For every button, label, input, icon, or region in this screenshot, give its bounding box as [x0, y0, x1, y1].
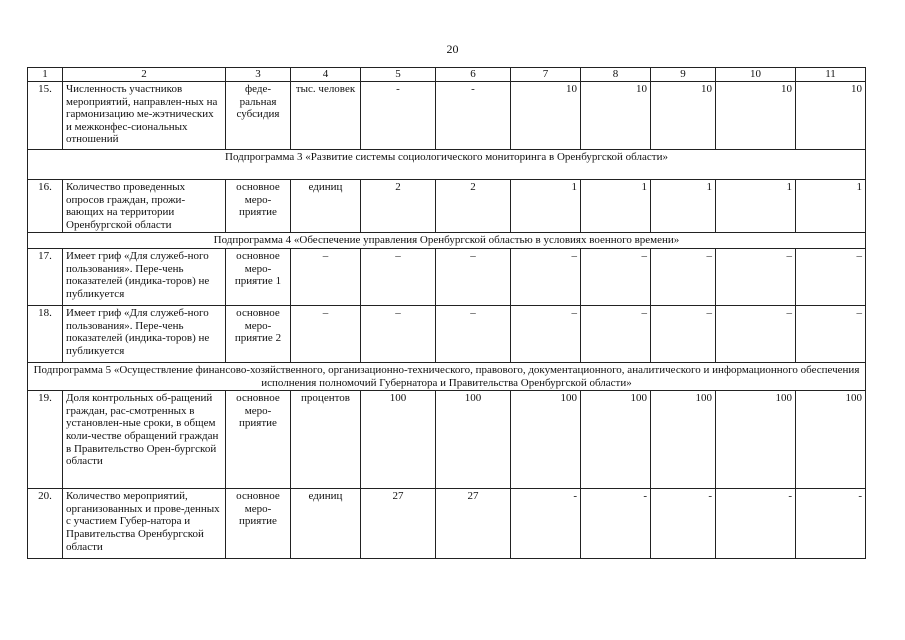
- subprogram-row: [28, 150, 866, 180]
- value-cell: 100: [436, 391, 511, 489]
- indicator-name: Численность участников мероприятий, направлен-ных на гармонизацию ме-жэтнических и межконфес-сиональных отношений: [63, 82, 226, 150]
- page-number: 20: [446, 42, 459, 56]
- value-cell: -: [511, 489, 581, 559]
- value-cell: 1: [716, 180, 796, 233]
- indicator-name: Имеет гриф «Для служеб-ного пользования». Пере-чень показателей (индика-торов) не публикуется: [63, 305, 226, 362]
- row-number: 16.: [28, 180, 63, 233]
- table-row: [28, 489, 866, 559]
- table-body: [28, 68, 866, 559]
- unit: –: [291, 305, 361, 362]
- header-cell: 8: [581, 68, 651, 82]
- indicator-name: Имеет гриф «Для служеб-ного пользования». Пере-чень показателей (индика-торов) не публикуется: [63, 248, 226, 305]
- table-header-row: [28, 68, 866, 82]
- value-cell: 100: [511, 391, 581, 489]
- value-cell: 2: [436, 180, 511, 233]
- header-cell: 5: [361, 68, 436, 82]
- funding-source: основное меро-приятие 2: [226, 305, 291, 362]
- value-cell: -: [716, 489, 796, 559]
- unit: единиц: [291, 489, 361, 559]
- indicator-name: Количество мероприятий, организованных и прове-денных с участием Губер-натора и Правительства Оренбургской области: [63, 489, 226, 559]
- row-number: 19.: [28, 391, 63, 489]
- header-cell: 6: [436, 68, 511, 82]
- value-cell: 100: [581, 391, 651, 489]
- value-cell: –: [581, 305, 651, 362]
- value-cell: 1: [581, 180, 651, 233]
- value-cell: 27: [361, 489, 436, 559]
- header-cell: 3: [226, 68, 291, 82]
- funding-source: основное меро-приятие: [226, 180, 291, 233]
- funding-source: феде-ральная субсидия: [226, 82, 291, 150]
- table-row: [28, 305, 866, 362]
- value-cell: –: [436, 248, 511, 305]
- table-row: [28, 248, 866, 305]
- value-cell: 100: [361, 391, 436, 489]
- value-cell: –: [361, 305, 436, 362]
- value-cell: –: [651, 305, 716, 362]
- value-cell: 10: [716, 82, 796, 150]
- funding-source: основное меро-приятие: [226, 489, 291, 559]
- value-cell: –: [436, 305, 511, 362]
- value-cell: 27: [436, 489, 511, 559]
- header-cell: 9: [651, 68, 716, 82]
- header-cell: 11: [796, 68, 866, 82]
- unit: тыс. человек: [291, 82, 361, 150]
- value-cell: -: [651, 489, 716, 559]
- value-cell: –: [361, 248, 436, 305]
- table-row: [28, 391, 866, 489]
- value-cell: -: [581, 489, 651, 559]
- row-number: 20.: [28, 489, 63, 559]
- unit: процентов: [291, 391, 361, 489]
- value-cell: -: [361, 82, 436, 150]
- table-row: [28, 180, 866, 233]
- value-cell: –: [581, 248, 651, 305]
- value-cell: 10: [651, 82, 716, 150]
- value-cell: 10: [796, 82, 866, 150]
- header-cell: 2: [63, 68, 226, 82]
- row-number: 15.: [28, 82, 63, 150]
- subprogram-row: [28, 362, 866, 390]
- header-cell: 1: [28, 68, 63, 82]
- value-cell: –: [796, 248, 866, 305]
- indicator-name: Доля контрольных об-ращений граждан, рас-смотренных в установлен-ные сроки, в общем коли-честве обращений граждан в Правительство Орен-бургской области: [63, 391, 226, 489]
- value-cell: –: [716, 305, 796, 362]
- row-number: 18.: [28, 305, 63, 362]
- value-cell: 1: [651, 180, 716, 233]
- unit: –: [291, 248, 361, 305]
- value-cell: –: [651, 248, 716, 305]
- subprogram-title: Подпрограмма 3 «Развитие системы социологического мониторинга в Оренбургской области»: [28, 150, 866, 180]
- header-cell: 7: [511, 68, 581, 82]
- value-cell: 10: [581, 82, 651, 150]
- table-row: [28, 82, 866, 150]
- indicator-name: Количество проведенных опросов граждан, прожи-вающих на территории Оренбургской области: [63, 180, 226, 233]
- value-cell: –: [511, 248, 581, 305]
- value-cell: 1: [796, 180, 866, 233]
- value-cell: –: [716, 248, 796, 305]
- value-cell: 100: [716, 391, 796, 489]
- value-cell: 2: [361, 180, 436, 233]
- funding-source: основное меро-приятие 1: [226, 248, 291, 305]
- value-cell: –: [511, 305, 581, 362]
- header-cell: 4: [291, 68, 361, 82]
- value-cell: 100: [796, 391, 866, 489]
- value-cell: -: [796, 489, 866, 559]
- row-number: 17.: [28, 248, 63, 305]
- value-cell: 100: [651, 391, 716, 489]
- value-cell: 1: [511, 180, 581, 233]
- subprogram-title: Подпрограмма 4 «Обеспечение управления Оренбургской областью в условиях военного времени»: [28, 233, 866, 249]
- value-cell: -: [436, 82, 511, 150]
- value-cell: –: [796, 305, 866, 362]
- unit: единиц: [291, 180, 361, 233]
- subprogram-title: Подпрограмма 5 «Осуществление финансово-хозяйственного, организационно-технического, правового, документационного, аналитического и информационного обеспечения исполнения полномочий Губернатора и Правительства Оренбургской области»: [28, 362, 866, 390]
- value-cell: 10: [511, 82, 581, 150]
- indicators-table: [27, 67, 866, 559]
- funding-source: основное меро-приятие: [226, 391, 291, 489]
- subprogram-row: [28, 233, 866, 249]
- header-cell: 10: [716, 68, 796, 82]
